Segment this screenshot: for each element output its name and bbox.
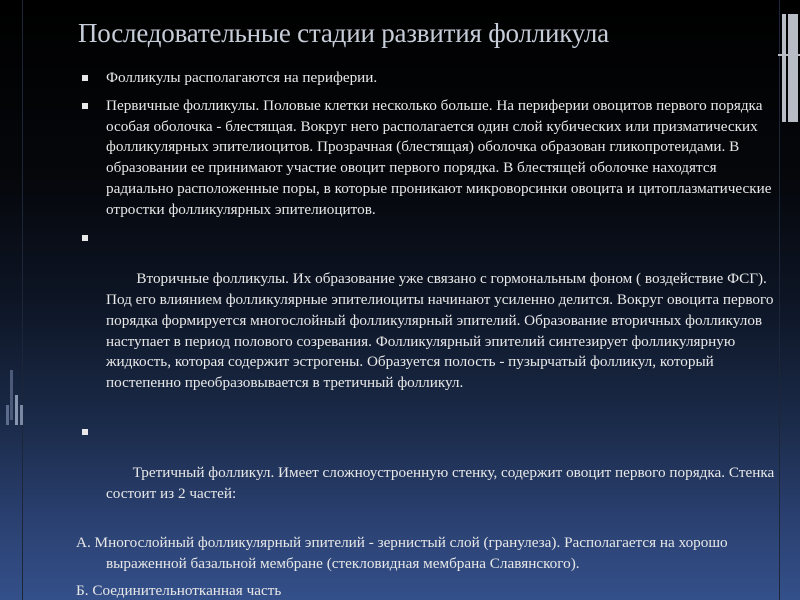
right-bar-1 bbox=[788, 14, 798, 122]
right-bar-2 bbox=[782, 14, 786, 122]
bullet-item bbox=[76, 422, 779, 526]
right-guide-line bbox=[779, 0, 780, 600]
left-bar-2 bbox=[15, 395, 18, 425]
square-bullet-icon bbox=[82, 429, 88, 435]
left-decorative-bars bbox=[0, 0, 30, 600]
paragraph-b: Б. Соединительнотканная часть bbox=[76, 582, 282, 600]
paragraph-a: А. Многослойный фолликулярный эпителий - зернистый слой (гранулеза). Располагается на хорошо выраженной базальной мембране (стекловидная мембрана Славянского). bbox=[76, 533, 728, 572]
right-bar-3 bbox=[778, 54, 800, 56]
slide-content bbox=[76, 68, 779, 600]
bullet-text: Фолликулы располагаются на периферии. bbox=[106, 69, 378, 86]
square-bullet-icon bbox=[82, 75, 88, 81]
bullet-text: Третичный фолликул. Имеет сложноустроенную стенку, содержит овоцит первого порядка. Стенка состоит из 2 частей: bbox=[106, 464, 779, 503]
square-bullet-icon bbox=[82, 235, 88, 241]
bullet-item bbox=[76, 68, 776, 89]
left-bar-1 bbox=[10, 370, 13, 420]
left-bar-4 bbox=[6, 405, 9, 425]
slide-title: Последовательные стадии развития фолликула bbox=[78, 18, 609, 48]
left-bar-3 bbox=[20, 405, 23, 425]
bullet-item bbox=[76, 96, 776, 221]
square-bullet-icon bbox=[82, 103, 88, 109]
bullet-item bbox=[76, 228, 776, 415]
bullet-text: Вторичные фолликулы. Их образование уже связано с гормональным фоном ( воздействие ФСГ). Под его влиянием фолликулярные эпителиоциты начинают усиленно делится. Вокруг овоцита первого порядка формируется многослойный фолликулярный эпителий. Образование вторичных фолликулов наступает в период полового созревания. Фолликулярный эпителий синтезирует фолликулярную жидкость, которая содержит эстрогены. Образуется полость - пузырчатый фолликул, который постепенно преобразовывается в третичный фолликул. bbox=[106, 270, 778, 392]
bullet-text: Первичные фолликулы. Половые клетки несколько больше. На периферии овоцитов первого порядка особая оболочка - блестящая. Вокруг него располагается один слой кубических или призматических фолликулярных эпителиоцитов. Прозрачная (блестящая) оболочка образован гликопротеидами. В образовании ее принимают участие овоцит первого порядка. В блестящей оболочке находятся радиально расположенные поры, в которые проникают микроворсинки овоцита и цитоплазматические отростки фолликулярных эпителиоцитов. bbox=[106, 96, 772, 218]
